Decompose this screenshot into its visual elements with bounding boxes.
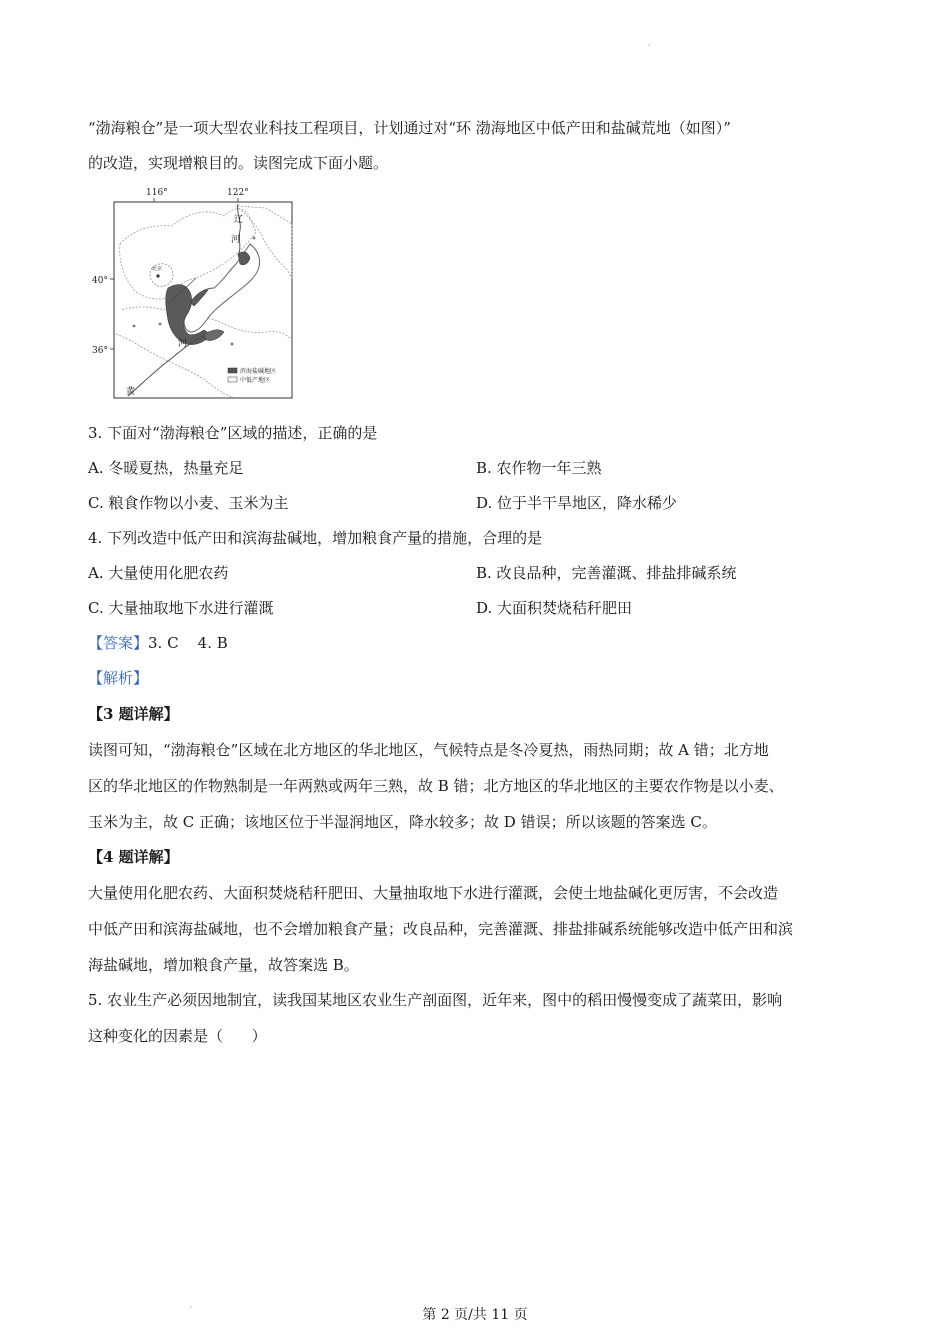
q4-option-a: A. 大量使用化肥农药: [88, 564, 229, 582]
q4-option-c: C. 大量抽取地下水进行灌溉: [88, 599, 274, 617]
label-he-south: 河: [178, 339, 188, 349]
q5-line-1: 5. 农业生产必须因地制宜，读我国某地区农业生产剖面图，近年来，图中的稻田慢慢变成了蔬菜田，影响: [88, 991, 783, 1009]
q4-detail-line-1: 大量使用化肥农药、大面积焚烧秸秆肥田、大量抽取地下水进行灌溉，会使土地盐碱化更厉害，不会改造: [88, 884, 779, 902]
q3-detail-line-1: 读图可知，“渤海粮仓”区域在北方地区的华北地区，气候特点是冬冷夏热，雨热同期；故 A 错；北方地: [88, 741, 769, 759]
legend-swatch-saline: [228, 368, 237, 373]
q4-option-b: B. 改良品种，完善灌溉、排盐排碱系统: [476, 564, 737, 582]
answer-line: [88, 633, 878, 653]
city-dot: [133, 325, 136, 328]
q3-option-d: D. 位于半干旱地区，降水稀少: [476, 494, 678, 512]
q4-detail-line-2: 中低产田和滨海盐碱地，也不会增加粮食产量；改良品种，完善灌溉、排盐排碱系统能够改造中低产田和滨: [88, 920, 794, 938]
city-dot: [231, 343, 234, 346]
q4-stem: 4. 下列改造中低产田和滨海盐碱地，增加粮食产量的措施，合理的是: [88, 529, 543, 547]
answer-text: 3. C 4. B: [148, 634, 228, 652]
q4-detail-line-3: 海盐碱地，增加粮食产量，故答案选 B。: [88, 956, 359, 974]
answer-label: 【答案】: [88, 634, 149, 652]
q3-detail-line-2: 区的华北地区的作物熟制是一年两熟或两年三熟，故 B 错；北方地区的华北地区的主要农作物是以小麦、: [88, 777, 784, 795]
legend-label-saline: 滨海盐碱地区: [240, 368, 277, 375]
bohai-region-map: [86, 184, 298, 400]
q3-option-c: C. 粮食作物以小麦、玉米为主: [88, 494, 289, 512]
label-liao: 辽: [234, 215, 244, 225]
analysis-label: 【解析】: [88, 669, 149, 687]
intro-line-1: “渤海粮仓”是一项大型农业科技工程项目，计划通过对“环 渤海地区中低产田和盐碱荒地（如图）”: [88, 119, 731, 137]
q5-line-2: 这种变化的因素是（ ）: [88, 1027, 267, 1045]
city-dot: [156, 274, 159, 277]
q3-option-b: B. 农作物一年三熟: [476, 459, 602, 477]
city-dot: [159, 323, 162, 326]
lat-label-36: 36°: [92, 346, 108, 356]
q3-detail-label: 【3 题详解】: [88, 705, 179, 723]
legend-swatch-lowyield: [228, 377, 237, 382]
q3-detail-line-3: 玉米为主，故 C 正确；该地区位于半湿润地区，降水较多；故 D 错误；所以该题的答案选 C。: [88, 813, 717, 831]
label-huang: 黄: [126, 387, 136, 397]
q3-option-a: A. 冬暖夏热，热量充足: [88, 459, 244, 477]
lat-label-40: 40°: [92, 276, 108, 286]
q4-option-d: D. 大面积焚烧秸秆肥田: [476, 599, 633, 617]
legend-label-lowyield: 中低产地区: [240, 377, 271, 384]
lon-label-116: 116°: [146, 188, 168, 198]
lon-label-122: 122°: [227, 188, 249, 198]
page-footer: 第 2 页/共 11 页: [422, 1307, 528, 1323]
city-dot: [253, 237, 256, 240]
intro-line-2: 的改造，实现增粮目的。读图完成下面小题。: [88, 154, 389, 172]
label-he-north: 河: [231, 235, 241, 245]
label-beijing: 北京: [152, 266, 163, 272]
q4-detail-label: 【4 题详解】: [88, 848, 179, 866]
scan-dot: [648, 44, 650, 46]
q3-stem: 3. 下面对“渤海粮仓”区域的描述，正确的是: [88, 424, 378, 442]
